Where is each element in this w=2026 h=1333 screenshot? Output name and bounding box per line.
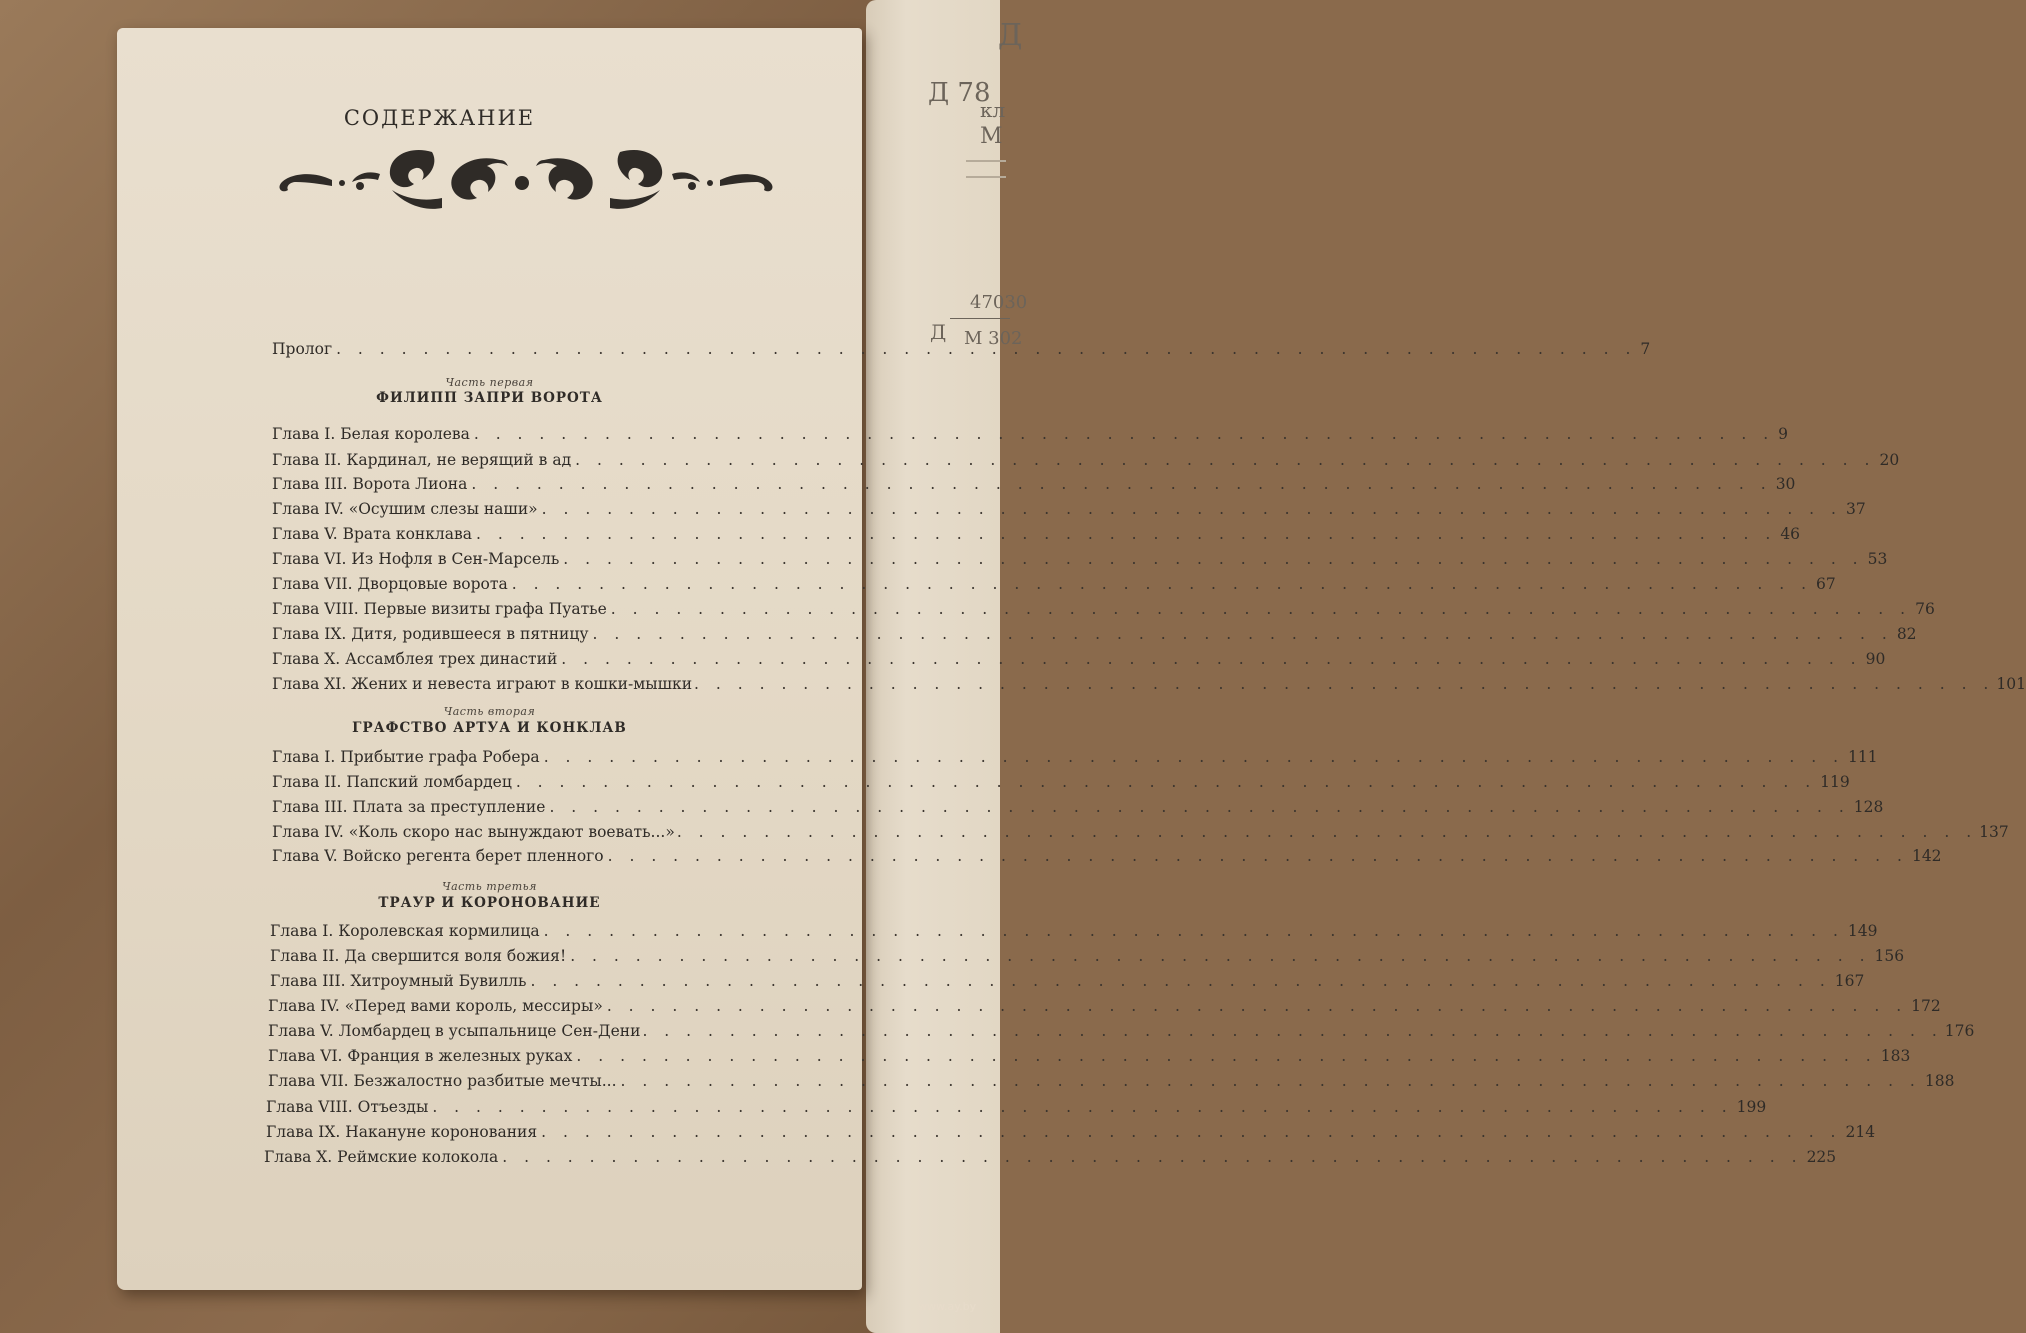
toc-entry[interactable] <box>268 997 1941 1015</box>
toc-entry[interactable] <box>272 773 1850 791</box>
toc-entry-label: Глава VI. Франция в железных руках <box>268 1047 573 1065</box>
toc-entry-page: 167 <box>1834 972 1865 990</box>
toc-entry-label: Глава X. Реймские колокола <box>264 1148 499 1166</box>
toc-entry-page: 101 <box>1996 675 2026 693</box>
toc-entry-page: 37 <box>1845 500 1866 518</box>
leader-dots <box>563 550 1863 568</box>
toc-entry-label: Глава II. Да свершится воля божия! <box>270 947 567 965</box>
toc-entry-label: Глава IV. «Перед вами король, мессиры» <box>268 997 603 1015</box>
toc-entry-label: Глава VI. Из Нофля в Сен-Марсель <box>272 550 560 568</box>
toc-entry-label: Глава I. Белая королева <box>272 425 470 443</box>
toc-entry[interactable] <box>268 1072 1955 1090</box>
toc-entry-label: Глава IV. «Осушим слезы наши» <box>272 500 538 518</box>
toc-entry-page: 7 <box>1640 340 1651 358</box>
toc-entry[interactable] <box>272 823 2009 841</box>
toc-entry-page: 119 <box>1820 773 1850 791</box>
toc-entry-page: 128 <box>1853 798 1884 816</box>
toc-entry[interactable] <box>270 922 1878 940</box>
toc-entry-page: 20 <box>1879 451 1900 469</box>
toc-entry-label: Глава VII. Дворцовые ворота <box>272 575 508 593</box>
leader-dots <box>642 1022 1942 1040</box>
toc-entry[interactable] <box>264 1148 1837 1166</box>
toc-entry[interactable] <box>272 500 1866 518</box>
toc-entry-label: Глава V. Войско регента берет пленного <box>272 847 604 865</box>
toc-entry-label: Глава II. Кардинал, не верящий в ад <box>272 451 572 469</box>
toc-entry[interactable] <box>272 475 1796 493</box>
toc-entry-page: 82 <box>1896 625 1917 643</box>
toc-entry-page: 137 <box>1979 823 2009 841</box>
toc-entry-label: Глава IX. Дитя, родившееся в пятницу <box>272 625 589 643</box>
toc-entry-page: 30 <box>1775 475 1796 493</box>
toc-entry-label: Глава VIII. Первые визиты графа Пуатье <box>272 600 607 618</box>
leader-dots <box>575 451 1875 469</box>
part-title: ГРАФСТВО АРТУА И КОНКЛАВ <box>352 720 627 736</box>
toc-entry-page: 156 <box>1874 947 1905 965</box>
toc-entry-label: Глава IX. Накануне коронования <box>266 1123 538 1141</box>
leader-dots <box>516 773 1816 791</box>
watermark: www.ay.by <box>918 1300 977 1313</box>
toc-entry[interactable] <box>272 550 1888 568</box>
toc-entry-page: 46 <box>1780 525 1801 543</box>
leader-dots <box>471 475 1771 493</box>
leader-dots <box>544 922 1844 940</box>
toc-entry-page: 76 <box>1915 600 1935 618</box>
leader-dots <box>541 1123 1841 1141</box>
part-subtitle: Часть третья <box>442 880 537 893</box>
toc-entry[interactable] <box>272 600 1935 618</box>
toc-entry[interactable] <box>272 575 1836 593</box>
leader-dots <box>502 1148 1802 1166</box>
toc-entry-label: Глава X. Ассамблея трех династий <box>272 650 558 668</box>
leader-dots <box>432 1098 1732 1116</box>
toc-entry-page: 176 <box>1944 1022 1975 1040</box>
toc-entry[interactable] <box>268 1047 1911 1065</box>
facing-faint-line <box>966 160 1006 162</box>
part-subtitle: Часть вторая <box>443 705 536 718</box>
toc-entry[interactable] <box>272 625 1917 643</box>
leader-dots <box>611 600 1911 618</box>
toc-entry-page: 188 <box>1924 1072 1955 1090</box>
toc-entry-page: 53 <box>1867 550 1888 568</box>
facing-fragment: кл <box>980 98 1006 122</box>
leader-dots <box>677 823 1977 841</box>
toc-entry-label: Глава XI. Жених и невеста играют в кошки-мышки <box>272 675 693 693</box>
toc-entry-label: Глава III. Ворота Лиона <box>272 475 468 493</box>
leader-dots <box>608 847 1908 865</box>
leader-dots <box>607 997 1907 1015</box>
leader-dots <box>476 525 1776 543</box>
toc-entry-label: Глава VIII. Отъезды <box>266 1098 429 1116</box>
toc-entry-page: 225 <box>1806 1148 1837 1166</box>
leader-dots <box>576 1047 1876 1065</box>
leader-dots <box>694 675 1994 693</box>
leader-dots <box>592 625 1892 643</box>
toc-entry-page: 199 <box>1736 1098 1767 1116</box>
toc-entry-page: 9 <box>1778 425 1789 443</box>
leader-dots <box>544 748 1844 766</box>
toc-entry[interactable] <box>270 972 1865 990</box>
leader-dots <box>549 798 1849 816</box>
leader-dots <box>512 575 1812 593</box>
facing-rule <box>950 318 1010 319</box>
facing-faint-line <box>966 176 1006 178</box>
facing-fragment: 47030 <box>970 292 1028 313</box>
toc-entry[interactable] <box>272 847 1942 865</box>
facing-fragment: Д 78 <box>928 78 991 108</box>
part-subtitle: Часть первая <box>445 376 534 389</box>
ornament-divider <box>272 140 780 222</box>
toc-entry[interactable] <box>270 947 1905 965</box>
toc-entry[interactable] <box>268 1022 1975 1040</box>
part-title: ФИЛИПП ЗАПРИ ВОРОТА <box>376 390 603 406</box>
leader-dots <box>570 947 1870 965</box>
toc-entry[interactable] <box>266 1123 1876 1141</box>
facing-fragment: Д <box>998 18 1023 53</box>
toc-entry[interactable] <box>272 451 1900 469</box>
leader-dots <box>474 425 1774 443</box>
toc-entry-label: Глава V. Врата конклава <box>272 525 472 543</box>
toc-entry-page: 172 <box>1911 997 1941 1015</box>
facing-fragment: М <box>980 124 1003 149</box>
toc-entry-prologue[interactable] <box>272 340 1651 358</box>
leader-dots <box>561 650 1861 668</box>
toc-entry[interactable] <box>272 650 1886 668</box>
toc-entry[interactable] <box>272 675 2026 693</box>
toc-entry-page: 149 <box>1847 922 1878 940</box>
toc-entry[interactable] <box>272 425 1789 443</box>
toc-entry-label: Глава II. Папский ломбардец <box>272 773 512 791</box>
part-title: ТРАУР И КОРОНОВАНИЕ <box>378 895 601 911</box>
facing-fragment: Д <box>930 320 947 344</box>
toc-entry-label: Глава III. Хитроумный Бувилль <box>270 972 527 990</box>
toc-entry[interactable] <box>272 748 1878 766</box>
toc-entry-page: 111 <box>1848 748 1878 766</box>
toc-entry-label: Глава VII. Безжалостно разбитые мечты... <box>268 1072 617 1090</box>
toc-entry[interactable] <box>272 798 1884 816</box>
toc-entry-label: Глава V. Ломбардец в усыпальнице Сен-Дени <box>268 1022 641 1040</box>
toc-entry[interactable] <box>266 1098 1767 1116</box>
toc-entry-page: 214 <box>1845 1123 1876 1141</box>
facing-fragment: М 302 <box>964 328 1023 349</box>
leader-dots <box>530 972 1830 990</box>
toc-entry-label: Глава I. Королевская кормилица <box>270 922 540 940</box>
toc-entry-page: 67 <box>1816 575 1836 593</box>
leader-dots <box>336 340 1636 358</box>
toc-entry-page: 142 <box>1911 847 1942 865</box>
toc-entry[interactable] <box>272 525 1801 543</box>
toc-entry-label: Пролог <box>272 340 333 358</box>
leader-dots <box>621 1072 1921 1090</box>
toc-entry-page: 183 <box>1880 1047 1911 1065</box>
toc-entry-label: Глава III. Плата за преступление <box>272 798 546 816</box>
toc-entry-page: 90 <box>1865 650 1886 668</box>
toc-entry-label: Глава IV. «Коль скоро нас вынуждают воевать...» <box>272 823 675 841</box>
toc-entry-label: Глава I. Прибытие графа Робера <box>272 748 540 766</box>
leader-dots <box>542 500 1842 518</box>
page-title: СОДЕРЖАНИЕ <box>343 106 536 130</box>
